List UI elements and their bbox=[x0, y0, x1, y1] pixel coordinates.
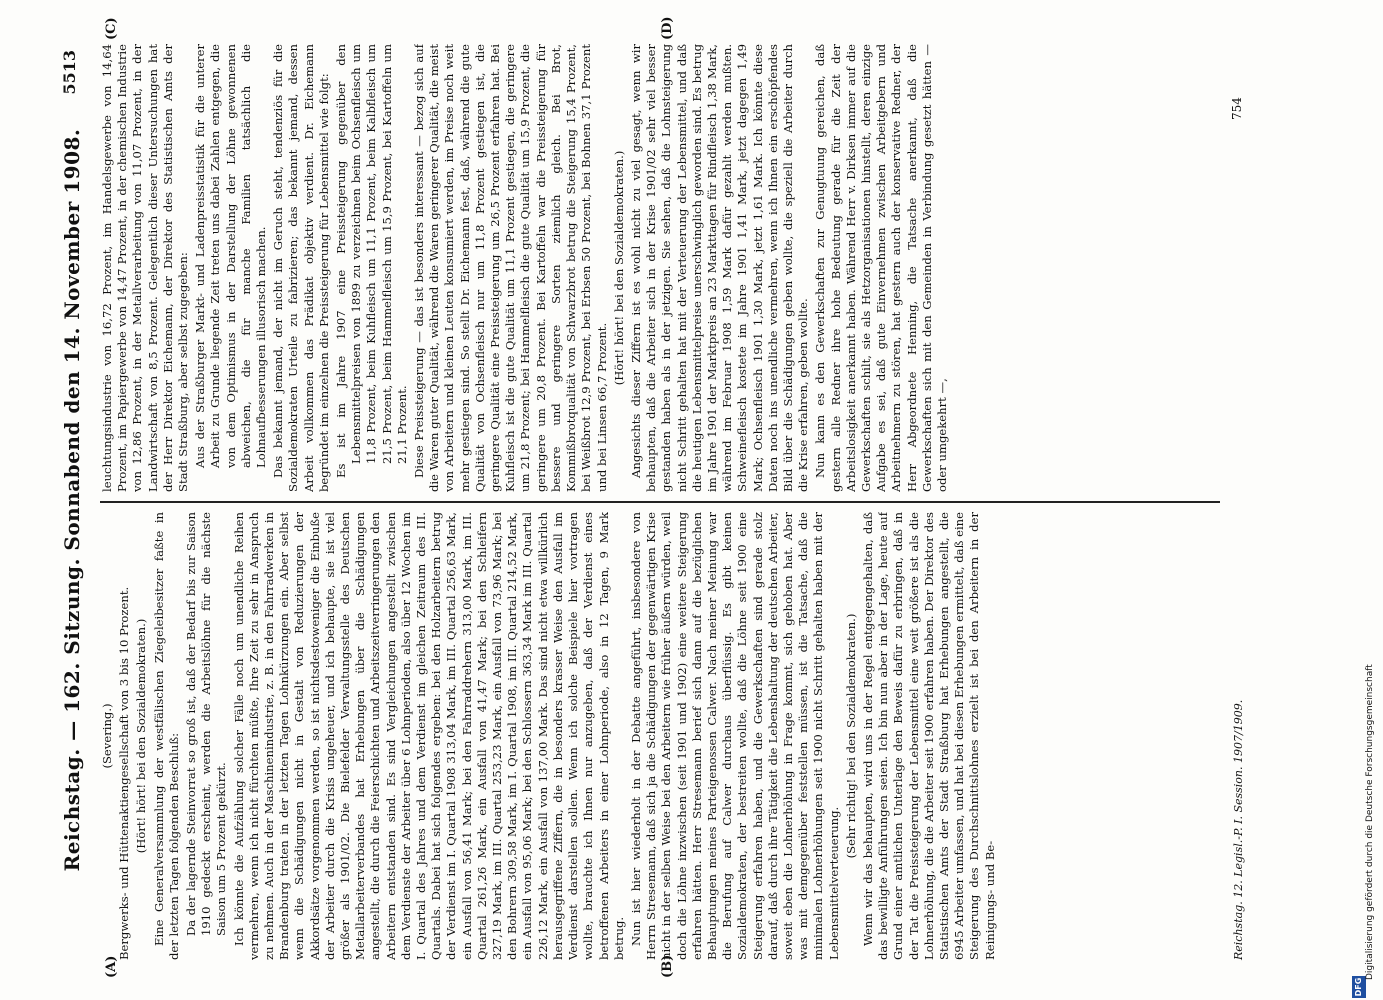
left-column-paragraph: (Severing.) bbox=[100, 703, 114, 769]
left-column-paragraph: Nun ist hier wiederholt in der Debatte angeführt, insbesondere von Herrn Stresemann, daß sich ja die Schädigungen der gegenwärtigen Krise nicht in der selben Weise bei den Arbeitern wie früher äußern würden, weil doch die Löhne inzwischen (seit 1901 und 1902) eine weitere Steigerung erfahren hätten. Herr Stresemann berief sich dann auf die bezüglichen Behauptungen meines Parteigenossen Calwer. Nach meiner Meinung war die Berufung auf Calwer durchaus überflüssig. Es gibt keinen Sozialdemokraten, der bestreiten wollte, daß die Löhne seit 1900 eine Steigerung erfahren haben, und die Gewerkschaften sind gerade stolz darauf, daß durch ihre Tätigkeit die Lebenshaltung der deutschen Arbeiter, soweit eben die Lohnerhöhung in Frage kommt, sich gehoben hat. Aber was mit demgegenüber feststellen müssen, ist die Tatsache, daß die minimalen Lohnerhöhungen seit 1900 nicht Schritt gehalten haben mit der Lebensmittelverteuerung. bbox=[628, 512, 841, 960]
left-column-paragraph: Da der lagernde Steinvorrat so groß ist, daß der Bedarf bis zur Saison 1910 gedeckt erscheint, werden die Arbeitslöhne für die nächste Saison um 5 Prozent gekürzt. bbox=[184, 512, 229, 936]
right-text-column bbox=[100, 44, 1220, 492]
left-column-paragraph: (Hört! hört! bei den Sozialdemokraten.) bbox=[134, 618, 149, 854]
right-column-paragraph: Diese Preissteigerung — das ist besonders interessant — bezog sich auf die Waren guter Qualität, während die Waren geringerer Qualität, die meist von Arbeitern und kleinen Leuten konsumiert werden, im Preise noch weit mehr gestiegen sind. So stellt Dr. Eichemann fest, daß, während die gute Qualität von Ochsenfleisch nur um 11,8 Prozent gestiegen ist, die geringere Qualität eine Preissteigerung um 26,5 Prozent erfahren hat. Bei Kuhfleisch ist die gute Qualität um 11,1 Prozent gestiegen, die geringere um 21,8 Prozent; bei Hammelfleisch die gute Qualität um 15,9 Prozent, die geringere um 20,8 Prozent. Bei Kartoffeln war die Preissteigerung für bessere und geringere Sorten ziemlich gleich. Bei Brot, Kommißbrotqualität von Schwarzbrot betrug die Steigerung 15,4 Prozent, bei Weißbrot 12,9 Prozent, bei Erbsen 50 Prozent, bei Bohnen 37,1 Prozent und bei Linsen 66,7 Prozent. bbox=[412, 44, 609, 492]
right-column-paragraph: (Hört! hört! bei den Sozialdemokraten.) bbox=[611, 150, 626, 386]
margin-letter-c: (C) bbox=[104, 17, 119, 40]
page-footer: Reichstag. 12. Legisl.-P. I. Session. 1907/1909. bbox=[1232, 699, 1245, 960]
right-column-paragraph: Das bekannt jemand, der nicht im Geruch steht, tendenziös für die Sozialdemokraten Urteile zu fabrizieren; das bekannt jemand, dessen Arbeit vollkommen das Prädikat objektiv verdient. Dr. Eichemann begründet im einzelnen die Preissteigerung für Lebensmittel wie folgt: bbox=[271, 44, 331, 492]
right-column-paragraph: Nun kann es den Gewerkschaften zur Genugtuung gereichen, daß gestern alle Redner ihre hohe Bedeutung gerade für die Zeit der Arbeitslosigkeit anerkannt haben. Während Herr v. Dirksen immer auf die Gewerkschaften schilt, sie als Hetzorganisationen hinstellt, deren einzige Aufgabe es sei, daß gute Einvernehmen zwischen Arbeitgebern und Arbeitnehmern zu stören, hat gestern auch der konservative Redner, der Herr Abgeordnete Henning, die Tatsache anerkannt, daß die Gewerkschaften sich mit den Gemeinden in Verbindung gesetzt hätten — oder umgekehrt —, bbox=[813, 44, 949, 492]
page-header bbox=[60, 40, 90, 960]
page-title: Reichstag. — 162. Sitzung. Sonnabend den 14. November 1908. bbox=[60, 128, 84, 872]
right-column-paragraph: leuchtungsindustrie von 16,72 Prozent, im Handelsgewerbe von 14,64 Prozent, im Papiergewerbe von 14,47 Prozent, in der chemischen Industrie von 12,86 Prozent, in der Metallverarbeitung von 11,07 Prozent, in der Landwirtschaft von 8,5 Prozent. Gelegentlich dieser Untersuchungen hat der Herr Direktor Eichemann, der Direktor des Statistischen Amts der Stadt Straßburg, aber selbst zugegeben: bbox=[100, 44, 191, 492]
right-column-paragraph: Aus der Straßburger Markt- und Ladenpreisstatistik für die unterer Arbeit zu Grunde liegende Zeit treten uns dabei Zahlen entgegen, die von dem Optimismus in der Darstellung der Löhne gewonnenen abweichen, die für manche Familien tatsächlich die Lohnaufbesserungen illusorisch machen. bbox=[193, 44, 269, 468]
margin-letter-d: (D) bbox=[660, 16, 675, 40]
page-number: 5513 bbox=[60, 50, 79, 95]
margin-letter-b: (B) bbox=[660, 954, 675, 978]
margin-letter-a: (A) bbox=[104, 955, 119, 978]
left-column-paragraph: Wenn wir das behaupten, wird uns in der Regel entgegengehalten, daß das bewilligte Anführungen seien. Ich bin nun aber in der Lage, heute auf Grund einer amtlichen Unterlage den Beweis dafür zu erbringen, daß in der Tat die Preissteigerung der Lebensmittel eine weit größere ist als die Lohnerhöhung, die die Arbeiter seit 1900 erfahren haben. Der Direktor des Statistischen Amts der Stadt Straßburg hat Erhebungen angestellt, die 6945 Arbeiter umfassen, und hat bei diesen Erhebungen ermittelt, daß eine Steigerung des Durchschnittslohnes erzielt ist bei den Arbeitern in der Reinigungs- und Be- bbox=[860, 512, 997, 960]
left-column-paragraph: Eine Generalversammlung der westfälischen Ziegeleibesitzer faßte in der letzten Tagen folgenden Beschluß: bbox=[151, 512, 181, 960]
sheet-number: 754 bbox=[1230, 97, 1244, 120]
dfg-logo: DFG bbox=[1352, 976, 1366, 998]
digitization-credit: Digitalisierung gefördert durch die Deutsche Forschungsgemeinschaft bbox=[1365, 664, 1375, 980]
left-column-paragraph: (Sehr richtig! bei den Sozialdemokraten.) bbox=[843, 613, 858, 859]
column-divider bbox=[100, 502, 1220, 504]
right-column-paragraph: Es ist im Jahre 1907 eine Preissteigerung gegenüber den Lebensmittelpreisen von 1899 zu verzeichnen beim Ochsenfleisch um 11,8 Prozent, beim Kuhfleisch um 11,1 Prozent, beim Kalbfleisch um 21,5 Prozent, beim Hammelfleisch um 15,9 Prozent, bei Kartoffeln um 21,1 Prozent. bbox=[334, 44, 409, 478]
left-text-column bbox=[100, 512, 1220, 960]
right-column-paragraph: Angesichts dieser Ziffern ist es wohl nicht zu viel gesagt, wenn wir behaupten, daß die Arbeiter sich in der Krise 1901/02 sehr viel besser gestanden haben als in der jetzigen. Sie sehen, daß die Lohnsteigerung nicht Schritt gehalten hat mit der Verteuerung der Lebensmittel, und daß die heutigen Lebensmittelpreise unerschwinglich geworden sind. Es betrug im Jahre 1901 der Marktpreis an 23 Markttagen für Rindfleisch 1,38 Mark, während im Februar 1908 1,59 Mark dafür gezahlt werden mußten. Schweinefleisch kostete im Jahre 1901 1,41 Mark, jetzt dagegen 1,49 Mark; Ochsenfleisch 1901 1,30 Mark, jetzt 1,61 Mark. Ich könnte diese Daten noch ins unendliche vermehren, wenn ich Ihnen ein erschöpfendes Bild über die Schädigungen geben wollte, die speziell die Arbeiter durch die Krise erfahren, geben wollte. bbox=[628, 44, 811, 492]
left-column-paragraph: Bergwerks- und Hüttenaktiengesellschaft von 3 bis 10 Prozent. bbox=[117, 586, 132, 960]
left-column-paragraph: Ich könnte die Aufzählung solcher Fälle noch um unendliche Reihen vermehren, wenn ich nicht fürchten müßte, Ihre Zeit zu sehr in Anspruch zu nehmen. Auch in der Maschinenindustrie, z. B. in den Fahrradwerken in Brandenburg traten in der letzten Tagen Lohnkürzungen ein. Aber selbst wenn die Schädigungen nicht in Gestalt von Reduzierungen der Akkordsätze vorgenommen werden, so ist nichtsdestoweniger die Einbuße der Arbeiter durch die Krisis ungeheuer, und ich behaupte, sie ist viel größer als 1901/02. Die Bielefelder Verwaltungsstelle des Deutschen Metallarbeiterverbandes hat Erhebungen über die Schädigungen angestellt, die durch die Feierschichten und Arbeitszeitverringerungen den Arbeitern entstanden sind. Es sind Vergleichungen angestellt zwischen dem Verdienste der Arbeiter über 6 Lohnperioden, also über 12 Wochen im I. Quartal des Jahres und dem Verdienst im gleichen Zeitraum des III. Quartals. Dabei hat sich folgendes ergeben: bei den Holzarbeitern betrug der Verdienst im I. Quartal 1908 313,04 Mark, im III. Quartal 256,63 Mark, ein Ausfall von 56,41 Mark; bei den Fahrraddrehern 313,00 Mark, im III. Quartal 261,26 Mark, ein Ausfall von 41,47 Mark; bei den Schleifern 327,19 Mark, im III. Quartal 253,23 Mark, ein Ausfall von 73,96 Mark; bei den Bohrern 309,58 Mark, im I. Quartal 1908, im III. Quartal 214,52 Mark, ein Ausfall von 95,06 Mark; bei den Schlossern 363,34 Mark im III. Quartal 226,12 Mark, ein Ausfall von 137,00 Mark. Das sind nicht etwa willkürlich herausgegriffene Ziffern, die in besonders krasser Weise den Ausfall im Verdienst darstellen sollen. Wenn ich solche Beispiele hier vortragen wollte, brauchte ich Ihnen nur anzugeben, daß der Verdienst eines betroffenen Arbeiters in einer Lohnperiode, also in 12 Tagen, 9 Mark betrug. bbox=[231, 512, 626, 960]
